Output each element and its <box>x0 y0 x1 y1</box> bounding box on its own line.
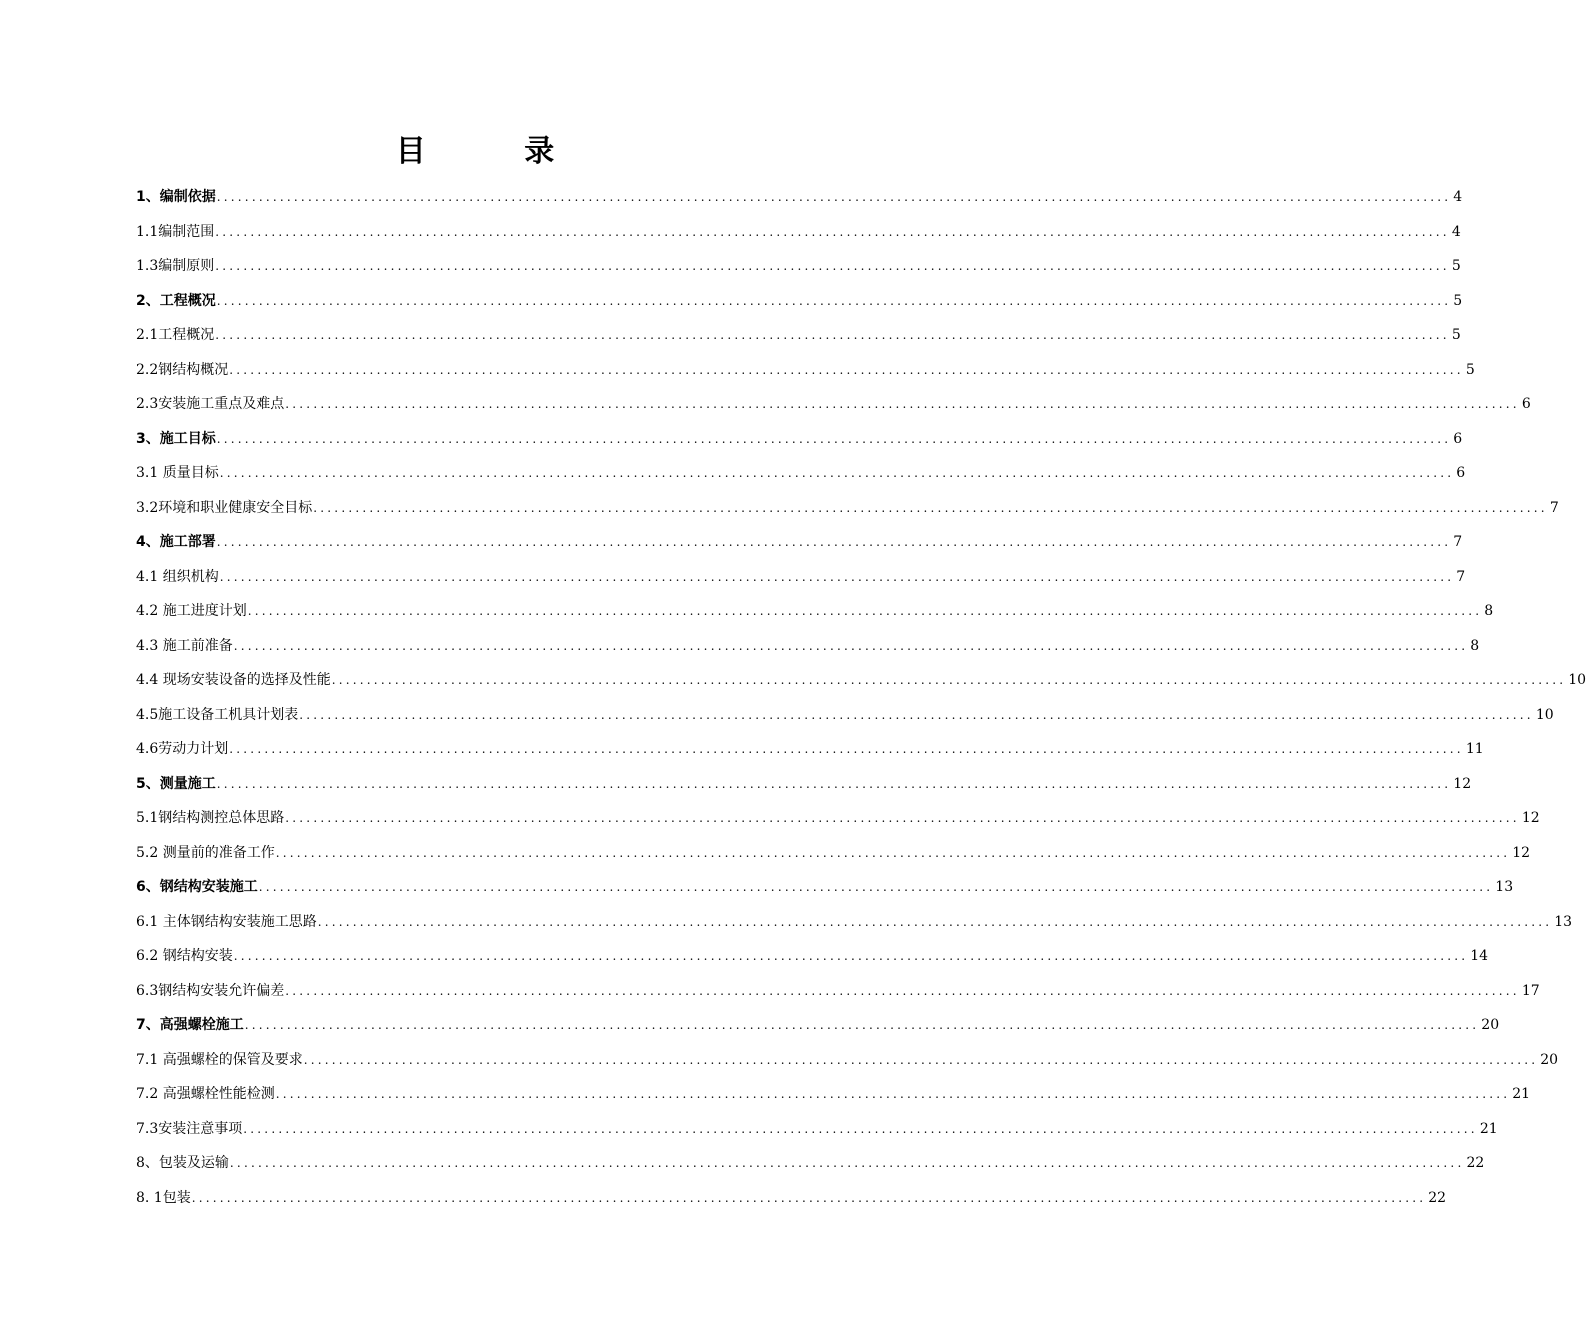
toc-dot-leader: ................................................................................................................................................................................ <box>229 362 1464 377</box>
toc-entry-label: 1、编制依据 <box>136 189 216 206</box>
toc-entry[interactable] <box>136 1146 1485 1181</box>
toc-entry[interactable] <box>136 560 1466 595</box>
toc-entry[interactable] <box>136 1112 1498 1147</box>
toc-dot-leader: ................................................................................................................................................................................ <box>233 638 1469 653</box>
toc-dot-leader: ................................................................................................................................................................................ <box>285 397 1520 412</box>
toc-dot-leader: ................................................................................................................................................................................ <box>285 983 1520 998</box>
toc-entry-page-number: 11 <box>1465 741 1484 758</box>
toc-entry[interactable] <box>136 284 1463 319</box>
toc-entry[interactable] <box>136 1043 1559 1078</box>
toc-entry-label: 7.3安装注意事项 <box>136 1120 243 1137</box>
toc-entry-label: 6.1 主体钢结构安装施工思路 <box>136 913 317 930</box>
toc-dot-leader: ................................................................................................................................................................................ <box>216 293 1452 308</box>
toc-entry-label: 2.3安装施工重点及难点 <box>136 396 285 413</box>
toc-entry-label: 6.2 钢结构安装 <box>136 948 233 965</box>
toc-entry-page-number: 7 <box>1453 534 1463 551</box>
toc-entry-label: 3、施工目标 <box>136 430 216 447</box>
toc-entry-page-number: 21 <box>1479 1120 1498 1137</box>
toc-entry-label: 4.4 现场安装设备的选择及性能 <box>136 672 331 689</box>
toc-entry-page-number: 8 <box>1484 603 1494 620</box>
toc-entry-page-number: 13 <box>1554 913 1573 930</box>
toc-entry[interactable] <box>136 629 1480 664</box>
toc-dot-leader: ................................................................................................................................................................................ <box>219 569 1455 584</box>
toc-entry-label: 3.2环境和职业健康安全目标 <box>136 499 313 516</box>
toc-dot-leader: ................................................................................................................................................................................ <box>313 500 1548 515</box>
toc-entry-page-number: 10 <box>1535 706 1554 723</box>
toc-entry-label: 8、包装及运输 <box>136 1155 229 1172</box>
toc-entry-label: 6、钢结构安装施工 <box>136 879 258 896</box>
toc-entry-page-number: 4 <box>1453 189 1463 206</box>
toc-entry-label: 7、高强螺栓施工 <box>136 1017 244 1034</box>
toc-entry[interactable] <box>136 353 1475 388</box>
toc-entry-page-number: 12 <box>1521 810 1540 827</box>
toc-entry[interactable] <box>136 456 1466 491</box>
toc-entry-page-number: 21 <box>1512 1086 1531 1103</box>
toc-dot-leader: ................................................................................................................................................................................ <box>215 224 1450 239</box>
toc-dot-leader: ................................................................................................................................................................................ <box>229 742 1464 757</box>
toc-dot-leader: ................................................................................................................................................................................ <box>229 1156 1465 1171</box>
toc-entry-label: 7.1 高强螺栓的保管及要求 <box>136 1051 303 1068</box>
toc-entry[interactable] <box>136 1181 1447 1216</box>
toc-dot-leader: ................................................................................................................................................................................ <box>243 1121 1478 1136</box>
toc-entry[interactable] <box>136 663 1586 698</box>
toc-dot-leader: ................................................................................................................................................................................ <box>216 190 1452 205</box>
toc-dot-leader: ................................................................................................................................................................................ <box>331 673 1567 688</box>
toc-entry[interactable] <box>136 698 1554 733</box>
toc-entry-page-number: 7 <box>1549 499 1559 516</box>
toc-entry-page-number: 4 <box>1451 223 1461 240</box>
toc-entry-page-number: 12 <box>1512 844 1531 861</box>
toc-entry-page-number: 5 <box>1451 327 1461 344</box>
toc-entry-page-number: 17 <box>1521 982 1540 999</box>
toc-entry-label: 2.2钢结构概况 <box>136 361 229 378</box>
toc-dot-leader: ................................................................................................................................................................................ <box>244 1018 1480 1033</box>
toc-dot-leader: ................................................................................................................................................................................ <box>215 259 1450 274</box>
toc-entry[interactable] <box>136 318 1461 353</box>
toc-entry-label: 6.3钢结构安装允许偏差 <box>136 982 285 999</box>
toc-dot-leader: ................................................................................................................................................................................ <box>303 1052 1539 1067</box>
toc-entry-page-number: 5 <box>1465 361 1475 378</box>
toc-entry[interactable] <box>136 249 1461 284</box>
toc-entry-page-number: 6 <box>1453 430 1463 447</box>
toc-dot-leader: ................................................................................................................................................................................ <box>258 880 1494 895</box>
toc-entry-label: 5、测量施工 <box>136 775 216 792</box>
toc-entry-label: 4.2 施工进度计划 <box>136 603 247 620</box>
toc-dot-leader: ................................................................................................................................................................................ <box>299 707 1534 722</box>
toc-title: 目 录 <box>395 134 599 169</box>
toc-dot-leader: ................................................................................................................................................................................ <box>275 1087 1511 1102</box>
toc-entry[interactable] <box>136 905 1573 940</box>
toc-dot-leader: ................................................................................................................................................................................ <box>317 914 1553 929</box>
toc-entry[interactable] <box>136 1077 1531 1112</box>
toc-entry[interactable] <box>136 732 1484 767</box>
toc-entry[interactable] <box>136 939 1489 974</box>
toc-entry-label: 4.1 组织机构 <box>136 568 219 585</box>
toc-entry-page-number: 10 <box>1568 672 1586 689</box>
toc-entry[interactable] <box>136 974 1540 1009</box>
toc-list <box>136 180 1586 1215</box>
toc-entry-label: 4.5施工设备工机具计划表 <box>136 706 299 723</box>
toc-entry[interactable] <box>136 801 1540 836</box>
toc-dot-leader: ................................................................................................................................................................................ <box>215 328 1450 343</box>
toc-entry-label: 2、工程概况 <box>136 292 216 309</box>
toc-entry[interactable] <box>136 422 1463 457</box>
toc-entry[interactable] <box>136 491 1559 526</box>
toc-entry[interactable] <box>136 767 1472 802</box>
toc-entry-page-number: 22 <box>1466 1155 1485 1172</box>
toc-entry-page-number: 13 <box>1495 879 1514 896</box>
toc-entry-label: 3.1 质量目标 <box>136 465 219 482</box>
toc-entry-label: 1.3编制原则 <box>136 258 215 275</box>
toc-entry-label: 4.3 施工前准备 <box>136 637 233 654</box>
toc-dot-leader: ................................................................................................................................................................................ <box>191 1190 1427 1205</box>
toc-entry[interactable] <box>136 215 1461 250</box>
toc-entry-label: 4、施工部署 <box>136 534 216 551</box>
toc-entry-label: 5.2 测量前的准备工作 <box>136 844 275 861</box>
toc-entry[interactable] <box>136 387 1531 422</box>
toc-entry[interactable] <box>136 594 1494 629</box>
toc-entry-page-number: 7 <box>1456 568 1466 585</box>
toc-entry-page-number: 20 <box>1540 1051 1559 1068</box>
toc-dot-leader: ................................................................................................................................................................................ <box>275 845 1511 860</box>
toc-dot-leader: ................................................................................................................................................................................ <box>216 776 1452 791</box>
toc-entry-label: 7.2 高强螺栓性能检测 <box>136 1086 275 1103</box>
toc-dot-leader: ................................................................................................................................................................................ <box>285 811 1520 826</box>
toc-entry-label: 2.1工程概况 <box>136 327 215 344</box>
toc-entry-label: 4.6劳动力计划 <box>136 741 229 758</box>
toc-dot-leader: ................................................................................................................................................................................ <box>219 466 1455 481</box>
toc-entry-page-number: 6 <box>1521 396 1531 413</box>
toc-dot-leader: ................................................................................................................................................................................ <box>216 431 1452 446</box>
toc-entry-label: 5.1钢结构测控总体思路 <box>136 810 285 827</box>
toc-entry[interactable] <box>136 870 1514 905</box>
toc-entry-label: 1.1编制范围 <box>136 223 215 240</box>
toc-dot-leader: ................................................................................................................................................................................ <box>233 949 1469 964</box>
toc-entry-page-number: 8 <box>1470 637 1480 654</box>
toc-entry-page-number: 5 <box>1451 258 1461 275</box>
toc-entry-page-number: 12 <box>1453 775 1472 792</box>
toc-dot-leader: ................................................................................................................................................................................ <box>247 604 1483 619</box>
toc-entry[interactable] <box>136 180 1463 215</box>
toc-entry-page-number: 14 <box>1470 948 1489 965</box>
toc-dot-leader: ................................................................................................................................................................................ <box>216 535 1452 550</box>
toc-entry[interactable] <box>136 1008 1500 1043</box>
toc-entry[interactable] <box>136 525 1463 560</box>
toc-entry-page-number: 5 <box>1453 292 1463 309</box>
toc-entry-label: 8. 1包装 <box>136 1189 191 1206</box>
toc-entry-page-number: 22 <box>1428 1189 1447 1206</box>
toc-entry-page-number: 6 <box>1456 465 1466 482</box>
toc-entry-page-number: 20 <box>1481 1017 1500 1034</box>
toc-entry[interactable] <box>136 836 1531 871</box>
